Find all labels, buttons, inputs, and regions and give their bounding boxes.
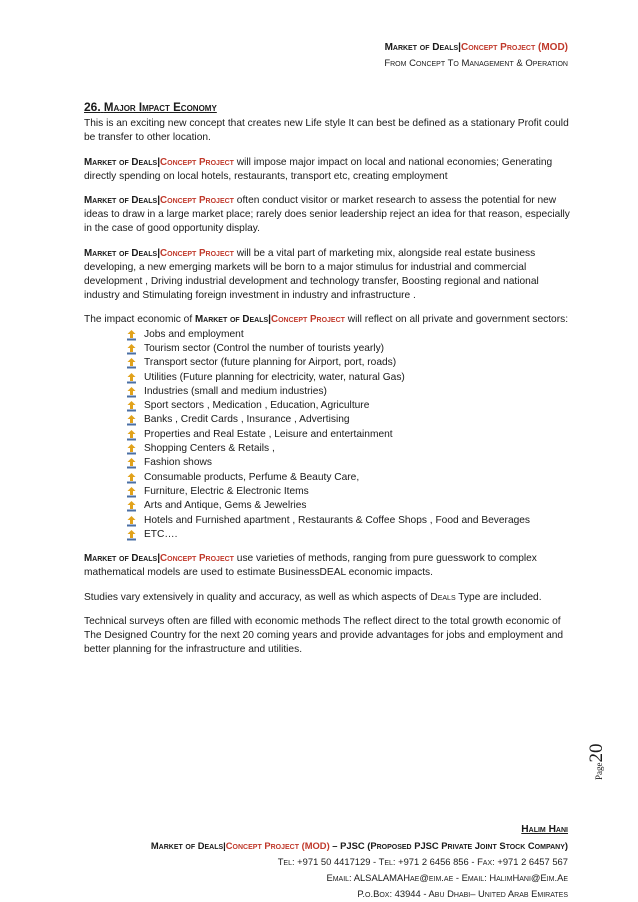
project-label: Concept Project [271, 314, 345, 326]
sector-label: Utilities (Future planning for electricity, water, natural Gas) [144, 371, 405, 383]
paragraph-text: will impose major impact on local and national economies; Generating directly spending on local hotels, restaurants, transport etc, creating employment [84, 156, 553, 182]
arrow-bullet-icon [126, 430, 137, 441]
intro-paragraph: This is an exciting new concept that creates new Life style It can best be defined as a stationary Profit could be transfer to other location. [84, 118, 569, 144]
page-footer [151, 822, 568, 902]
footer-project: Concept Project (MOD) [225, 840, 330, 851]
sector-label: Transport sector (future planning for Airport, port, roads) [144, 357, 397, 369]
arrow-bullet-icon [126, 387, 137, 398]
header-separator: | [458, 42, 461, 53]
brand-label: Market of Deals [84, 156, 158, 168]
sector-label: Shopping Centers & Retails , [144, 443, 275, 455]
sector-label: Properties and Real Estate , Leisure and entertainment [144, 428, 393, 440]
arrow-bullet-icon [126, 358, 137, 369]
arrow-bullet-icon [126, 344, 137, 355]
section-number: 26. [84, 100, 101, 114]
list-item [124, 413, 570, 427]
list-item [124, 499, 570, 513]
footer-phones: Tel: +971 50 4417129 - Tel: +971 2 6456 856 - Fax: +971 2 6457 567 [277, 856, 568, 867]
arrow-bullet-icon [126, 373, 137, 384]
brand-separator: | [157, 247, 161, 259]
sector-label: ETC…. [144, 528, 178, 540]
sector-label: Banks , Credit Cards , Insurance , Advertising [144, 414, 350, 426]
paragraph-text: Type are included. [455, 591, 542, 603]
brand-separator: | [157, 553, 161, 565]
arrow-bullet-icon [126, 473, 137, 484]
paragraph-methods [84, 552, 570, 580]
footer-separator: | [223, 840, 226, 851]
brand-label: Market of Deals [194, 314, 269, 326]
sector-label: Arts and Antique, Gems & Jewelries [144, 500, 307, 512]
list-item [124, 385, 570, 399]
footer-address: P.o.Box: 43944 - Abu Dhabi– United Arab Emirates [357, 888, 568, 899]
arrow-bullet-icon [126, 401, 137, 412]
sector-label: Sport sectors , Medication , Education, Agriculture [144, 400, 370, 412]
page-label: Page [594, 762, 604, 780]
brand-separator: | [157, 195, 161, 207]
arrow-bullet-icon [126, 444, 137, 455]
paragraph-research [84, 194, 570, 237]
list-item [124, 328, 570, 342]
project-label: Concept Project [160, 247, 234, 259]
paragraph-impact [84, 156, 570, 184]
sector-label: Jobs and employment [144, 328, 244, 340]
sectors-list [84, 328, 570, 542]
header-subtitle: From Concept To Management & Operation [384, 58, 568, 69]
list-item [124, 485, 570, 499]
footer-company-type: – PJSC (Proposed PJSC Private Joint Stock Company) [329, 840, 568, 851]
arrow-bullet-icon [126, 415, 137, 426]
brand-label: Market of Deals [84, 195, 158, 207]
header-project: Concept Project [460, 42, 536, 53]
list-item [124, 442, 570, 456]
footer-company [151, 838, 568, 854]
brand-label: Market of Deals [84, 553, 158, 565]
list-item [124, 428, 570, 442]
page-content [84, 100, 570, 667]
author-name: Halim Hani [521, 824, 568, 835]
sector-label: Consumable products, Perfume & Beauty Care, [144, 471, 360, 483]
list-item [124, 399, 570, 413]
paragraph-text: will be a vital part of marketing mix, alongside real estate business developing, a new emerging markets will be born to a major stimulus for industrial and commercial development , Driving industrial development and technology transfer, Boosting regional and national industry and Stimulating foreign investment in industry and infrastructure . [84, 247, 539, 302]
paragraph-text: The impact economic of [84, 314, 195, 326]
sector-label: Industries (small and medium industries) [144, 385, 327, 397]
paragraph-text: will reflect on all private and government sectors: [344, 314, 569, 326]
paragraph-surveys: Technical surveys often are filled with economic methods The reflect direct to the total growth economic of The Designed Country for the next 20 coming years and provide advantages for jobs and employment and better planning for the infrastructure and utilities. [84, 615, 564, 656]
footer-emails: Email: ALSALAMAHae@eim.ae - Email: HalimHani@Eim.Ae [326, 872, 568, 883]
project-label: Concept Project [160, 156, 234, 168]
header-mod: (MOD) [538, 42, 568, 53]
arrow-bullet-icon [126, 530, 137, 541]
paragraph-text: Studies vary extensively in quality and accuracy, as well as which aspects of [84, 591, 431, 603]
list-item [124, 356, 570, 370]
page-number-value: 20 [586, 743, 607, 763]
footer-brand: Market of Deals [150, 840, 224, 851]
list-item [124, 471, 570, 485]
header-title [384, 40, 568, 56]
arrow-bullet-icon [126, 487, 137, 498]
brand-separator: | [268, 314, 272, 326]
list-item [124, 342, 570, 356]
project-label: Concept Project [160, 553, 234, 565]
sector-label: Tourism sector (Control the number of tourists yearly) [144, 342, 385, 354]
header-brand: Market of Deals [384, 42, 459, 53]
brand-separator: | [157, 156, 161, 168]
arrow-bullet-icon [126, 516, 137, 527]
arrow-bullet-icon [126, 501, 137, 512]
deals-label: Deals [430, 591, 456, 603]
paragraph-marketing [84, 247, 570, 304]
paragraph-text: often conduct visitor or market research to assess the potential for new ideas to draw in a large market place; rarely does senior leadership reject an idea for that reason, especially in the case of good opportunity display. [84, 195, 570, 235]
list-item [124, 371, 570, 385]
list-item [124, 514, 570, 528]
paragraph-studies [84, 591, 570, 605]
sector-label: Furniture, Electric & Electronic Items [144, 485, 309, 497]
sector-label: Fashion shows [144, 457, 212, 469]
sector-label: Hotels and Furnished apartment , Restaurants & Coffee Shops , Food and Beverages [144, 514, 531, 526]
list-item [124, 528, 570, 542]
arrow-bullet-icon [126, 458, 137, 469]
page-number [586, 720, 626, 780]
section-title [84, 100, 570, 115]
arrow-bullet-icon [126, 330, 137, 341]
paragraph-text: use varieties of methods, ranging from pure guesswork to complex mathematical models are used to estimate BusinessDEAL economic impacts. [84, 553, 537, 579]
list-item [124, 456, 570, 470]
paragraph-sectors-intro [84, 313, 570, 327]
brand-label: Market of Deals [84, 247, 158, 259]
page-header [384, 40, 568, 72]
section-title-text: Major Impact Economy [103, 102, 217, 114]
project-label: Concept Project [160, 195, 234, 207]
